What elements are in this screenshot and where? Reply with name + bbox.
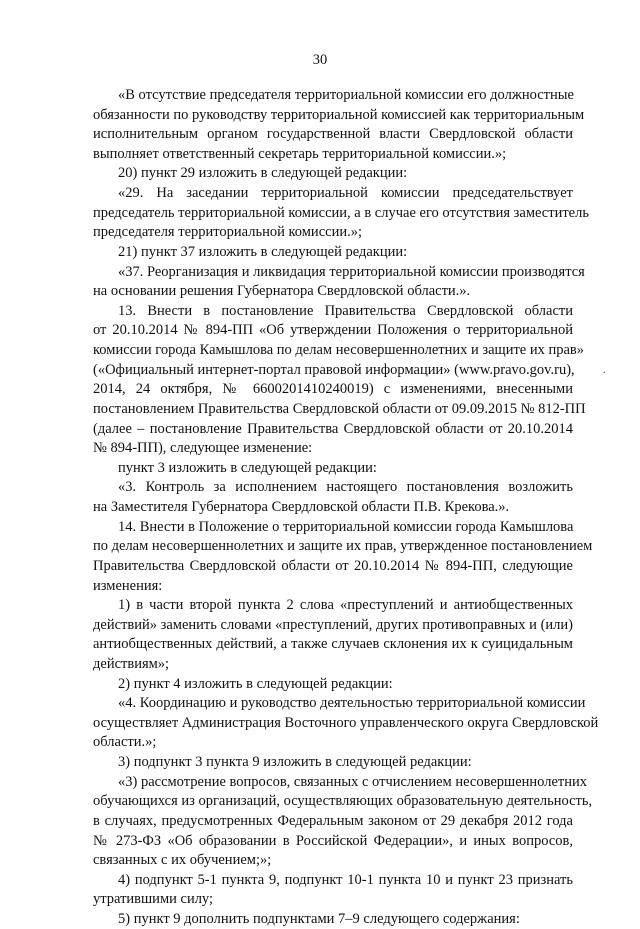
text-line: в случаях, предусмотренных Федеральным законом от 29 декабря 2012 года	[93, 812, 573, 829]
text-line: «4. Координацию и руководство деятельностью территориальной комиссии	[118, 695, 586, 712]
text-line: действиям»;	[93, 655, 170, 672]
text-line: «3. Контроль за исполнением настоящего постановления возложить	[118, 479, 573, 496]
text-line: председателя территориальной комиссии.»;	[93, 224, 362, 241]
text-line: от 20.10.2014 № 894-ПП «Об утверждении Положения о территориальной	[93, 322, 573, 339]
margin-mark: .	[603, 364, 606, 376]
text-line: области.»;	[93, 734, 157, 751]
text-line: № 273-ФЗ «Об образовании в Российской Федерации», и иных вопросов,	[93, 832, 573, 849]
text-line: выполняет ответственный секретарь территориальной комиссии.»;	[93, 145, 507, 162]
text-line: постановлением Правительства Свердловской области от 09.09.2015 № 812-ПП	[93, 400, 586, 417]
text-line: обучающихся из организаций, осуществляющих образовательную деятельность,	[93, 793, 593, 810]
text-line: пункт 3 изложить в следующей редакции:	[118, 459, 377, 476]
text-line: исполнительным органом государственной власти Свердловской области	[93, 126, 573, 143]
text-line: 3) подпункт 3 пункта 9 изложить в следующей редакции:	[118, 754, 472, 771]
text-line: на основании решения Губернатора Свердловской области.».	[93, 283, 471, 300]
text-line: «В отсутствие председателя территориальной комиссии его должностные	[118, 87, 574, 103]
text-line: утратившими силу;	[93, 891, 214, 908]
text-line: Правительства Свердловской области от 20.10.2014 № 894-ПП, следующие	[93, 557, 573, 574]
text-line: «37. Реорганизация и ликвидация территориальной комиссии производятся	[118, 263, 585, 280]
text-line: обязанности по руководству территориальной комиссией как территориальным	[93, 106, 585, 123]
text-line: 1) в части второй пункта 2 слова «преступлений и антиобщественных	[118, 597, 573, 614]
text-line: 5) пункт 9 дополнить подпунктами 7–9 следующего содержания:	[118, 911, 520, 928]
page-number: 30	[312, 52, 328, 68]
text-line: «29. На заседании территориальной комиссии председательствует	[118, 185, 573, 202]
text-line: 2) пункт 4 изложить в следующей редакции:	[118, 675, 393, 692]
text-line: антиобщественных действий, а также случаев склонения их к суицидальным	[93, 636, 573, 653]
text-line: 13. Внести в постановление Правительства Свердловской области	[118, 302, 573, 319]
text-line: по делам несовершеннолетних и защите их прав, утвержденное постановлением	[93, 538, 593, 555]
text-line: № 894-ПП), следующее изменение:	[93, 440, 313, 457]
text-line: изменения:	[93, 577, 163, 594]
text-line: действий» заменить словами «преступлений, других противоправных и (или)	[93, 616, 573, 633]
text-line: председатель территориальной комиссии, а в случае его отсутствия заместитель	[93, 204, 589, 221]
text-line: 2014, 24 октября, № 6600201410240019) с изменениями, внесенными	[93, 381, 573, 398]
text-line: («Официальный интернет-портал правовой информации» (www.pravo.gov.ru),	[93, 361, 575, 378]
text-line: 4) подпункт 5-1 пункта 9, подпункт 10-1 пункта 10 и пункт 23 признать	[118, 871, 573, 888]
text-line: комиссии города Камышлова по делам несовершеннолетних и защите их прав»	[93, 342, 585, 359]
text-line: 21) пункт 37 изложить в следующей редакции:	[118, 243, 408, 260]
text-line: на Заместителя Губернатора Свердловской области П.В. Крекова.».	[93, 499, 510, 516]
text-line: осуществляет Администрация Восточного управленческого округа Свердловской	[93, 714, 599, 731]
text-line: «3) рассмотрение вопросов, связанных с отчислением несовершеннолетних	[118, 773, 588, 790]
text-line: 20) пункт 29 изложить в следующей редакции:	[118, 165, 408, 182]
text-line: (далее – постановление Правительства Свердловской области от 20.10.2014	[93, 420, 573, 437]
text-line: связанных с их обучением;»;	[93, 852, 272, 869]
text-line: 14. Внести в Положение о территориальной комиссии города Камышлова	[118, 518, 574, 535]
